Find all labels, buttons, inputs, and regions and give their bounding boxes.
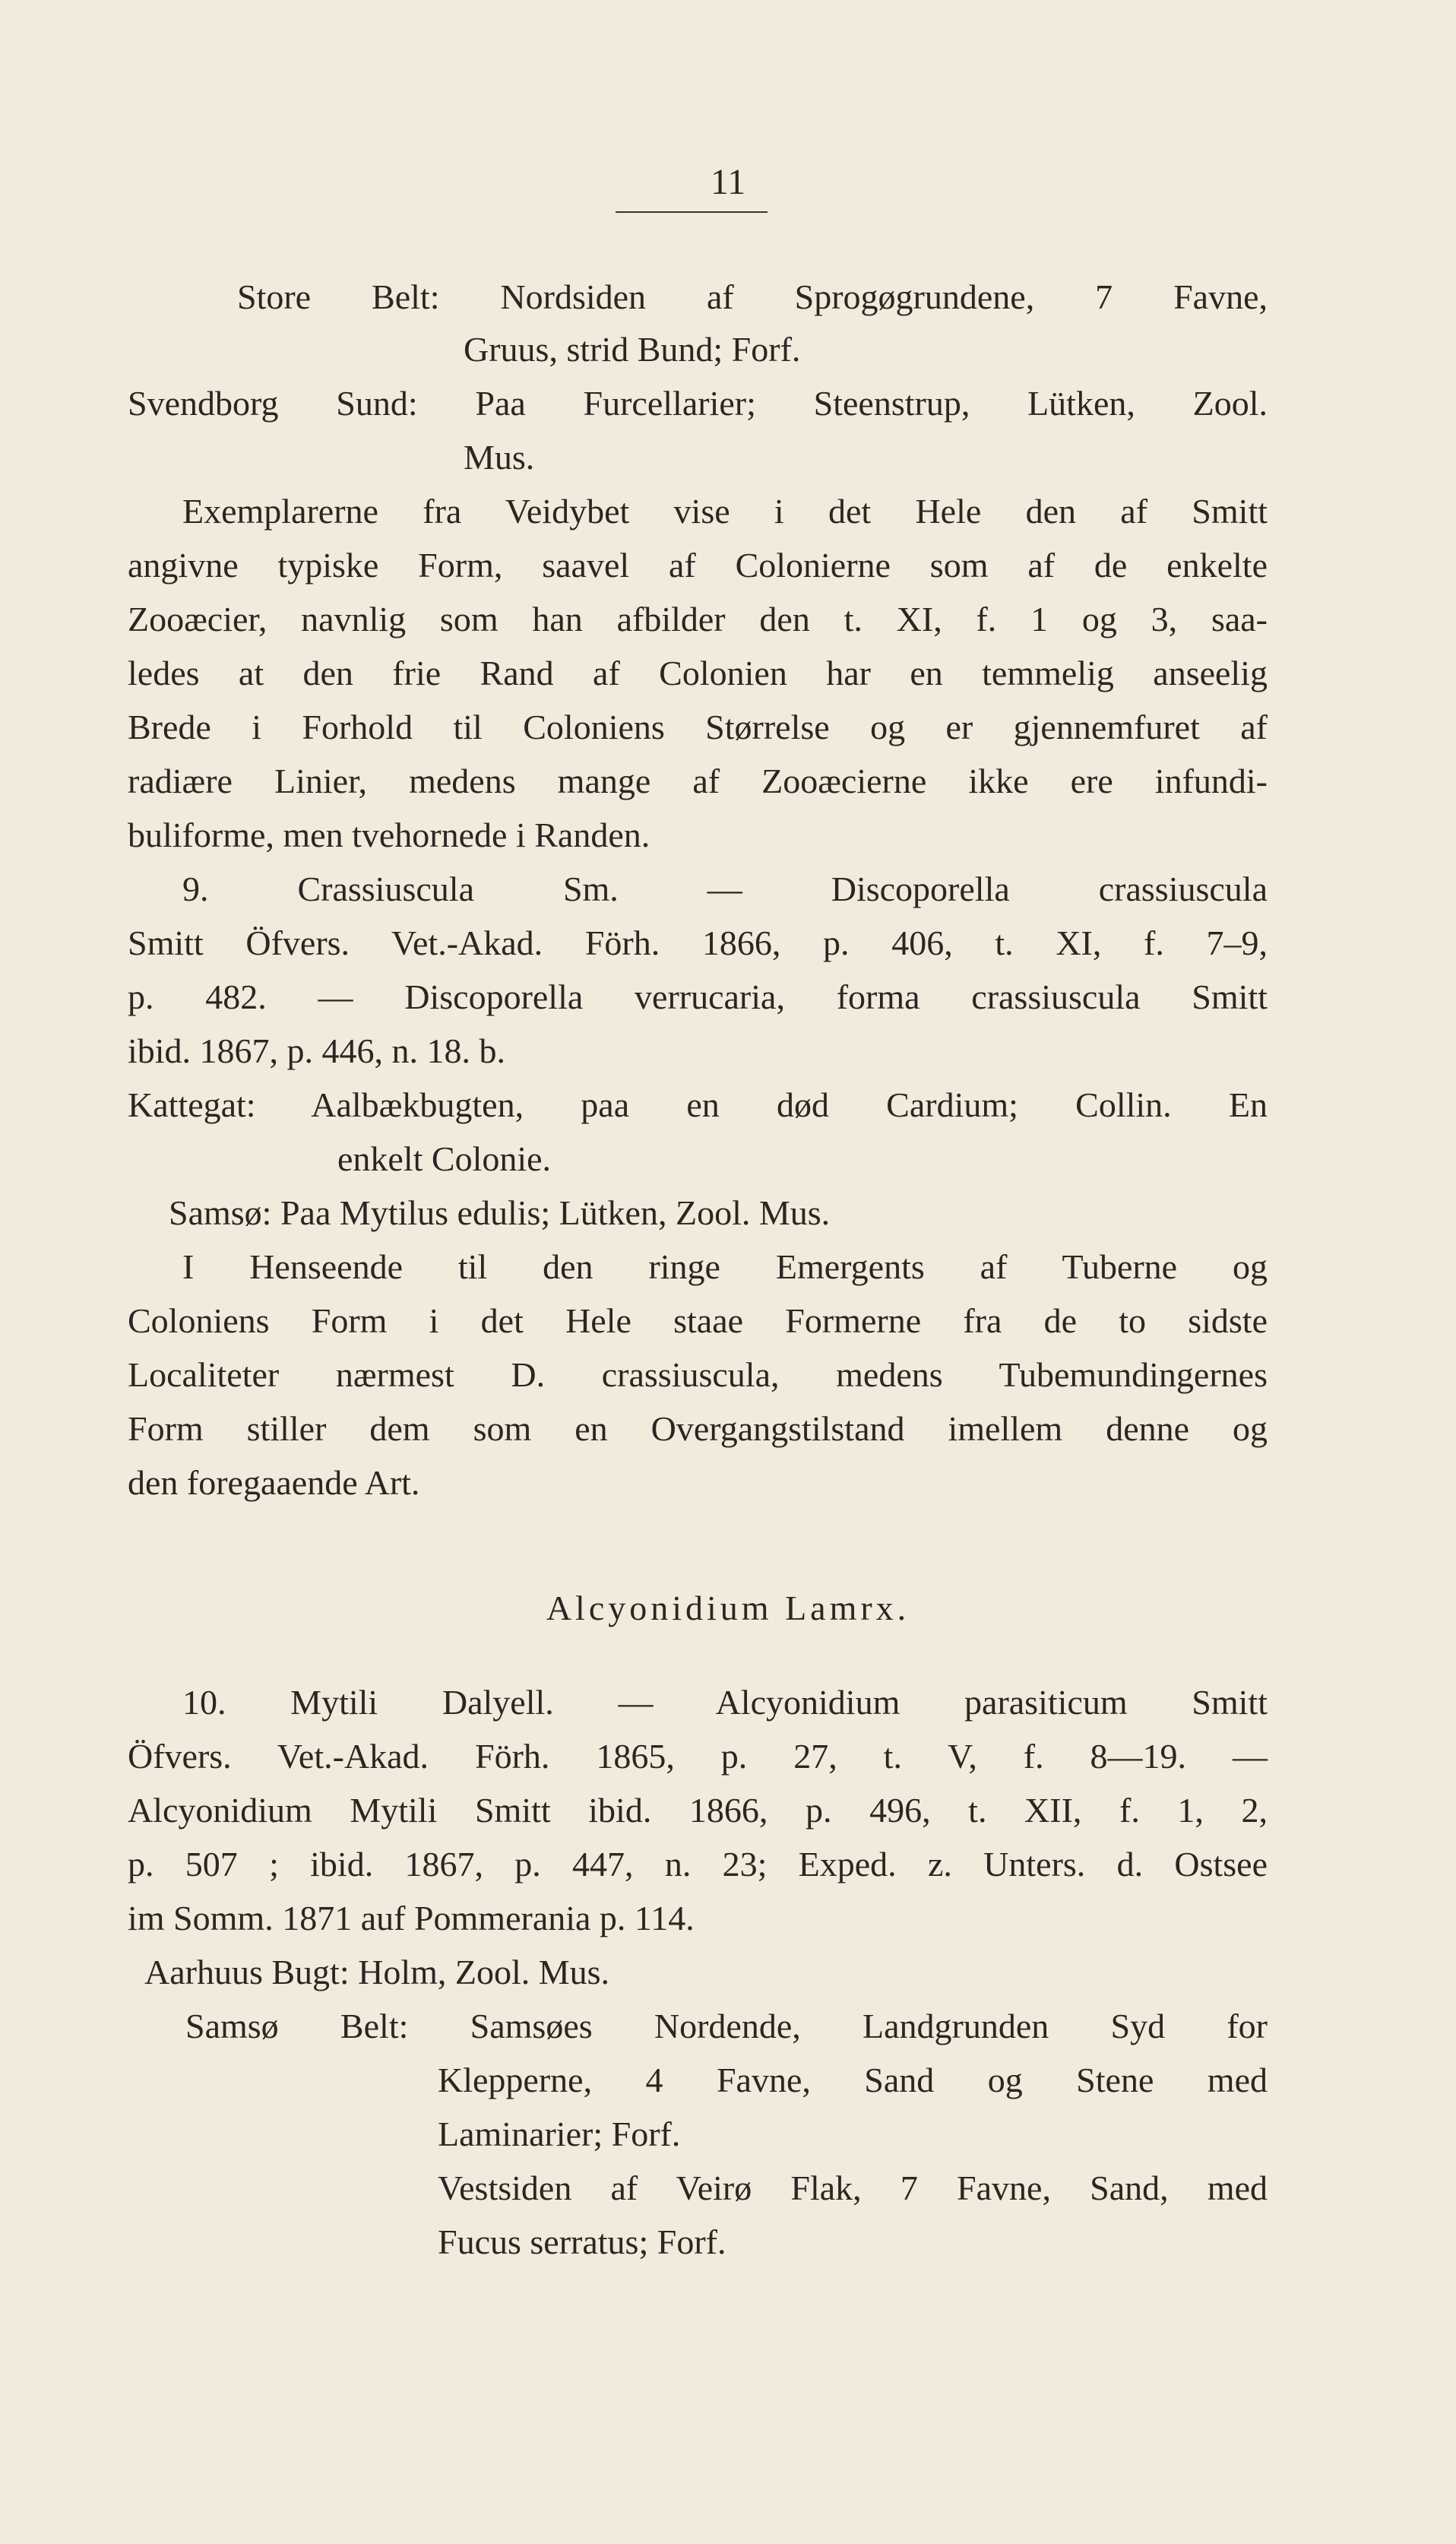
text-line: Exemplarerne fra Veidybet vise i det Hele den af Smitt (182, 492, 1268, 531)
text-line: Form stiller dem som en Overgangstilstand imellem denne og (128, 1409, 1268, 1448)
genus-heading: Alcyonidium Lamrx. (546, 1589, 910, 1627)
text-line: Svendborg Sund: Paa Furcellarier; Steenstrup, Lütken, Zool. (128, 384, 1268, 423)
text-line: enkelt Colonie. (337, 1139, 552, 1178)
page-number: 11 (710, 162, 746, 202)
text-line: Coloniens Form i det Hele staae Formerne fra de to sidste (128, 1301, 1268, 1340)
text-line: Klepperne, 4 Favne, Sand og Stene med (438, 2061, 1268, 2099)
text-line: Fucus serratus; Forf. (438, 2222, 726, 2261)
species-entry-10: 10. Mytili Dalyell. — Alcyonidium parasiticum Smitt (182, 1683, 1268, 1722)
text-line: I Henseende til den ringe Emergents af Tuberne og (182, 1247, 1268, 1286)
text-line: Store Belt: Nordsiden af Sprogøgrundene, 7 Favne, (237, 277, 1268, 316)
species-entry-9: 9. Crassiuscula Sm. — Discoporella crassiuscula (182, 870, 1268, 908)
text-line: Localiteter nærmest D. crassiuscula, medens Tubemundingernes (128, 1355, 1268, 1394)
text-line: Zooæcier, navnlig som han afbilder den t. XI, f. 1 og 3, saa- (128, 600, 1268, 638)
text-line: Gruus, strid Bund; Forf. (464, 330, 801, 369)
text-line: Öfvers. Vet.-Akad. Förh. 1865, p. 27, t. V, f. 8—19. — (128, 1737, 1268, 1776)
text-line: ibid. 1867, p. 446, n. 18. b. (128, 1031, 506, 1070)
text-line: Mus. (464, 438, 535, 477)
text-line: Alcyonidium Mytili Smitt ibid. 1866, p. 496, t. XII, f. 1, 2, (128, 1791, 1268, 1830)
text-line: Samsø Belt: Samsøes Nordende, Landgrunden Syd for (185, 2007, 1268, 2045)
text-line: im Somm. 1871 auf Pommerania p. 114. (128, 1899, 695, 1937)
text-line: Smitt Öfvers. Vet.-Akad. Förh. 1866, p. 406, t. XI, f. 7–9, (128, 924, 1268, 962)
text-line: radiære Linier, medens mange af Zooæcierne ikke ere infundi- (128, 762, 1268, 800)
text-line: Samsø: Paa Mytilus edulis; Lütken, Zool. Mus. (169, 1193, 831, 1232)
text-line: Brede i Forhold til Coloniens Størrelse og er gjennemfuret af (128, 708, 1268, 746)
text-line: Vestsiden af Veirø Flak, 7 Favne, Sand, med (438, 2169, 1268, 2207)
text-line: Kattegat: Aalbækbugten, paa en død Cardium; Collin. En (128, 1085, 1268, 1124)
page-number-rule (616, 211, 768, 213)
text-line: angivne typiske Form, saavel af Colonierne som af de enkelte (128, 546, 1268, 585)
text-line: den foregaaende Art. (128, 1463, 420, 1502)
text-line: Aarhuus Bugt: Holm, Zool. Mus. (144, 1953, 610, 1991)
text-line: Laminarier; Forf. (438, 2115, 681, 2153)
text-line: buliforme, men tvehornede i Randen. (128, 816, 650, 854)
text-line: ledes at den frie Rand af Colonien har en temmelig anseelig (128, 654, 1268, 692)
text-line: p. 507 ; ibid. 1867, p. 447, n. 23; Exped. z. Unters. d. Ostsee (128, 1845, 1268, 1883)
text-line: p. 482. — Discoporella verrucaria, forma crassiuscula Smitt (128, 977, 1268, 1016)
